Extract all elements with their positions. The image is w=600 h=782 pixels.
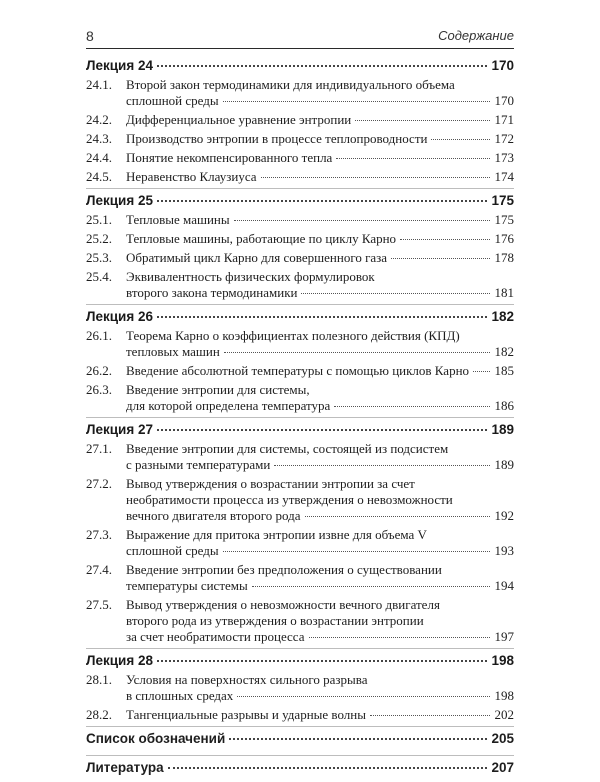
section-title-last-line: [126, 344, 514, 360]
leader-dots: [157, 660, 487, 662]
divider: [86, 188, 514, 189]
leader-dots: [223, 101, 490, 102]
section-page: 175: [494, 212, 514, 227]
back-matter-page: 205: [491, 731, 514, 746]
leader-dots: [305, 516, 491, 517]
section-number: 26.1.: [86, 328, 112, 343]
toc-entry[interactable]: [86, 77, 514, 109]
divider: [86, 417, 514, 418]
section-title-line: Условия на поверхностях сильного разрыва: [126, 672, 368, 687]
lecture-title: Лекция 27: [86, 422, 153, 437]
leader-dots: [157, 316, 487, 318]
section-title-line: Эквивалентность физических формулировок: [126, 269, 375, 284]
lecture-heading[interactable]: [86, 422, 514, 441]
lecture-title: Лекция 28: [86, 653, 153, 668]
section-page: 192: [494, 508, 514, 523]
leader-dots: [301, 293, 490, 294]
section-title: [126, 597, 514, 645]
back-matter-page: 207: [491, 760, 514, 775]
section-title: [126, 250, 514, 266]
section-title-line: второго закона термодинамики: [126, 285, 298, 300]
leader-dots: [473, 371, 490, 372]
leader-dots: [252, 586, 490, 587]
section-title-line: Выражение для притока энтропии извне для объема V: [126, 527, 427, 542]
section-title-last-line: [126, 398, 514, 414]
section-title-line: Вывод утверждения о невозможности вечного двигателя: [126, 597, 440, 612]
section-number: 26.2.: [86, 363, 112, 378]
leader-dots: [309, 637, 490, 638]
section-page: 186: [494, 398, 514, 413]
section-page: 181: [494, 285, 514, 300]
lecture-title: Лекция 26: [86, 309, 153, 324]
leader-dots: [334, 406, 490, 407]
section-title: [126, 562, 514, 594]
section-title-last-line: [126, 457, 514, 473]
toc-entry[interactable]: [86, 112, 514, 128]
section-number: 25.4.: [86, 269, 112, 284]
section-page: 176: [494, 231, 514, 246]
page-header: [86, 28, 514, 49]
toc-entry[interactable]: [86, 269, 514, 301]
section-number: 28.1.: [86, 672, 112, 687]
section-number: 27.4.: [86, 562, 112, 577]
section-title-last-line: [126, 543, 514, 559]
section-title-line: Введение абсолютной температуры с помощью циклов Карно: [126, 363, 470, 378]
lecture-group: [86, 309, 514, 418]
toc-entry[interactable]: [86, 562, 514, 594]
section-title-line: Тангенциальные разрывы и ударные волны: [126, 707, 366, 722]
section-title-line: сплошной среды: [126, 543, 219, 558]
leader-dots: [431, 139, 490, 140]
lecture-group: [86, 58, 514, 189]
section-title-line: Вывод утверждения о возрастании энтропии за счет: [126, 476, 415, 491]
section-title: [126, 112, 514, 128]
section-number: 27.2.: [86, 476, 112, 491]
section-title-last-line: [126, 707, 514, 723]
section-page: 194: [494, 578, 514, 593]
section-page: 189: [494, 457, 514, 472]
leader-dots: [391, 258, 490, 259]
leader-dots: [261, 177, 490, 178]
section-title-line: за счет необратимости процесса: [126, 629, 305, 644]
section-title: [126, 328, 514, 360]
section-number: 27.3.: [86, 527, 112, 542]
page-number: 8: [86, 28, 94, 44]
running-title: Содержание: [438, 28, 514, 43]
section-number: 25.1.: [86, 212, 112, 227]
leader-dots: [234, 220, 490, 221]
lecture-heading[interactable]: [86, 58, 514, 77]
lecture-title: Лекция 25: [86, 193, 153, 208]
section-title-line: Понятие некомпенсированного тепла: [126, 150, 333, 165]
section-number: 26.3.: [86, 382, 112, 397]
section-page: 193: [494, 543, 514, 558]
section-title: [126, 131, 514, 147]
section-title-line: тепловых машин: [126, 344, 220, 359]
section-title-last-line: [126, 169, 514, 185]
section-number: 24.1.: [86, 77, 112, 92]
section-title: [126, 269, 514, 301]
section-title-line: сплошной среды: [126, 93, 219, 108]
section-title-line: вечного двигателя второго рода: [126, 508, 301, 523]
section-title-line: второго рода из утверждения о возрастании энтропии: [126, 613, 424, 628]
section-title: [126, 707, 514, 723]
section-page: 202: [494, 707, 514, 722]
section-page: 178: [494, 250, 514, 265]
section-page: 170: [494, 93, 514, 108]
leader-dots: [224, 352, 490, 353]
section-number: 24.2.: [86, 112, 112, 127]
section-page: 198: [494, 688, 514, 703]
toc-entry[interactable]: [86, 707, 514, 723]
leader-dots: [355, 120, 490, 121]
section-title-line: необратимости процесса из утверждения о невозможности: [126, 492, 453, 507]
toc-entry[interactable]: [86, 441, 514, 473]
section-page: 171: [494, 112, 514, 127]
section-title-last-line: [126, 131, 514, 147]
section-title: [126, 527, 514, 559]
section-title-last-line: [126, 112, 514, 128]
section-title: [126, 150, 514, 166]
section-title-line: для которой определена температура: [126, 398, 331, 413]
section-title-last-line: [126, 578, 514, 594]
toc-entry[interactable]: [86, 476, 514, 524]
toc-entry[interactable]: [86, 597, 514, 645]
leader-dots: [157, 65, 487, 67]
section-title-last-line: [126, 688, 514, 704]
section-number: 25.2.: [86, 231, 112, 246]
section-title-line: Неравенство Клаузиуса: [126, 169, 257, 184]
back-matter-entry[interactable]: [86, 760, 514, 782]
section-page: 173: [494, 150, 514, 165]
section-title-line: с разными температурами: [126, 457, 271, 472]
table-of-contents: [86, 58, 514, 782]
section-title-last-line: [126, 93, 514, 109]
section-title: [126, 363, 514, 379]
leader-dots: [168, 767, 488, 769]
section-title: [126, 382, 514, 414]
toc-entry[interactable]: [86, 131, 514, 147]
back-matter-title: Список обозначений: [86, 731, 226, 746]
section-title-line: Обратимый цикл Карно для совершенного газа: [126, 250, 388, 265]
section-title-line: Введение энтропии без предположения о существовании: [126, 562, 442, 577]
divider: [86, 648, 514, 649]
section-number: 25.3.: [86, 250, 112, 265]
toc-entry[interactable]: [86, 169, 514, 185]
divider: [86, 304, 514, 305]
lecture-heading[interactable]: [86, 309, 514, 328]
section-title: [126, 169, 514, 185]
section-title-last-line: [126, 508, 514, 524]
leader-dots: [157, 200, 487, 202]
lecture-page: 182: [491, 309, 514, 324]
section-number: 27.1.: [86, 441, 112, 456]
section-title-line: Тепловые машины: [126, 212, 230, 227]
lecture-group: [86, 193, 514, 305]
section-title-last-line: [126, 150, 514, 166]
back-matter-title: Литература: [86, 760, 164, 775]
section-title-last-line: [126, 285, 514, 301]
section-page: 197: [494, 629, 514, 644]
section-title-line: Тепловые машины, работающие по циклу Карно: [126, 231, 397, 246]
section-number: 27.5.: [86, 597, 112, 612]
section-number: 24.5.: [86, 169, 112, 184]
section-page: 185: [494, 363, 514, 378]
leader-dots: [336, 158, 490, 159]
section-title-line: Дифференциальное уравнение энтропии: [126, 112, 352, 127]
section-title-line: в сплошных средах: [126, 688, 234, 703]
section-title-line: Теорема Карно о коэффициентах полезного действия (КПД): [126, 328, 460, 343]
section-page: 174: [494, 169, 514, 184]
toc-entry[interactable]: [86, 527, 514, 559]
toc-entry[interactable]: [86, 212, 514, 228]
section-title-line: Второй закон термодинамики для индивидуального объема: [126, 77, 455, 92]
section-title-last-line: [126, 231, 514, 247]
section-title: [126, 476, 514, 524]
lecture-heading[interactable]: [86, 193, 514, 212]
section-title-last-line: [126, 629, 514, 645]
lecture-heading[interactable]: [86, 653, 514, 672]
lecture-page: 198: [491, 653, 514, 668]
leader-dots: [237, 696, 490, 697]
section-title-line: Производство энтропии в процессе теплопроводности: [126, 131, 428, 146]
leader-dots: [157, 429, 487, 431]
section-title: [126, 441, 514, 473]
section-title-line: Введение энтропии для системы, состоящей из подсистем: [126, 441, 449, 456]
toc-entry[interactable]: [86, 672, 514, 704]
leader-dots: [274, 465, 490, 466]
lecture-page: 170: [491, 58, 514, 73]
lecture-page: 189: [491, 422, 514, 437]
lecture-page: 175: [491, 193, 514, 208]
toc-entry[interactable]: [86, 382, 514, 414]
leader-dots: [229, 738, 487, 740]
lecture-title: Лекция 24: [86, 58, 153, 73]
section-title-last-line: [126, 212, 514, 228]
section-number: 28.2.: [86, 707, 112, 722]
toc-entry[interactable]: [86, 231, 514, 247]
toc-entry[interactable]: [86, 363, 514, 379]
section-title: [126, 212, 514, 228]
lecture-group: [86, 422, 514, 649]
leader-dots: [400, 239, 490, 240]
section-title: [126, 231, 514, 247]
section-number: 24.4.: [86, 150, 112, 165]
section-page: 182: [494, 344, 514, 359]
section-title: [126, 77, 514, 109]
lecture-group: [86, 653, 514, 727]
section-title-last-line: [126, 363, 514, 379]
leader-dots: [223, 551, 490, 552]
toc-entry[interactable]: [86, 250, 514, 266]
section-page: 172: [494, 131, 514, 146]
section-title-line: Введение энтропии для системы,: [126, 382, 310, 397]
section-title: [126, 672, 514, 704]
section-number: 24.3.: [86, 131, 112, 146]
section-title-last-line: [126, 250, 514, 266]
divider: [86, 726, 514, 727]
toc-entry[interactable]: [86, 328, 514, 360]
section-title-line: температуры системы: [126, 578, 248, 593]
divider: [86, 755, 514, 756]
toc-entry[interactable]: [86, 150, 514, 166]
leader-dots: [370, 715, 490, 716]
